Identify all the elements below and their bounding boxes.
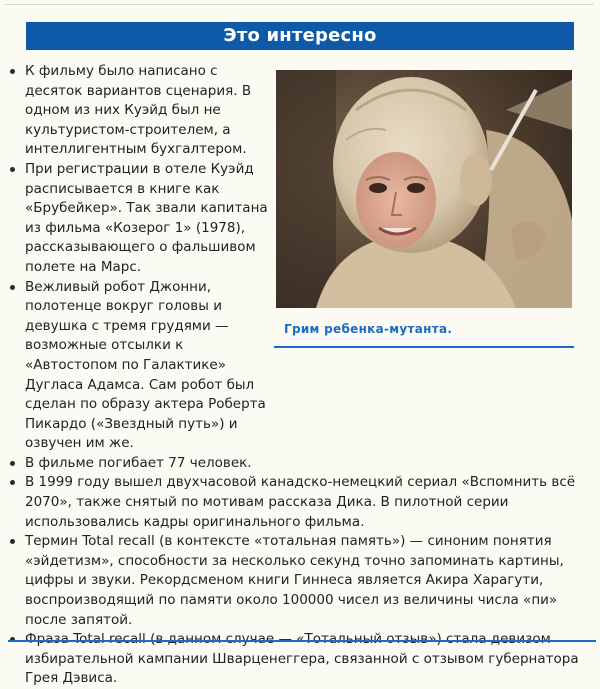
fact-text: Термин Total recall (в контексте «тотальная память») — синоним понятия «эйдетизм», способности за несколько секунд точно запоминать картины, цифры и звуки. Рекордсменом книги Гиннеса является Акира Харагути, воспроизводящий по памяти около 100000 чисел из величины числа «пи» после запятой.: [25, 533, 564, 628]
list-item: [8, 62, 580, 160]
fact-text: В фильме погибает 77 человек.: [25, 454, 252, 471]
list-item: [8, 473, 580, 532]
fact-text: Вежливый робот Джонни, полотенце вокруг головы и девушка с тремя грудями — возможные отсылки к «Автостопом по Галактике» Дугласа Адамса. Сам робот был сделан по образу актера Роберта Пикардо («Звездный путь») и озвучен им же.: [25, 278, 266, 452]
fact-text: избирательной кампании Шварценеггера, связанной с отзывом губернатора Грея Дэвиса.: [25, 650, 579, 687]
bottom-divider: [8, 640, 596, 642]
figure-caption: Грим ребенка-мутанта.: [284, 322, 453, 336]
facts-list: [8, 62, 580, 689]
list-item: [8, 532, 580, 630]
section-title: Это интересно: [26, 22, 574, 50]
fact-text: В 1999 году вышел двухчасовой канадско-немецкий сериал «Вспомнить всё 2070», также снятый по мотивам рассказа Дика. В пилотной серии использовались кадры оригинального фильма.: [25, 474, 576, 530]
fact-text: К фильму было написано с десяток вариантов сценария. В одном из них Куэйд был не культуристом-строителем, а интеллигентным бухгалтером.: [25, 63, 252, 158]
list-item: [8, 454, 580, 474]
fact-text: При регистрации в отеле Куэйд расписывается в книге как «Брубейкер». Так звали капитана из фильма «Козерог 1» (1978), рассказывающего о фальшивом полете на Марс.: [25, 160, 268, 275]
list-item: [8, 160, 580, 278]
list-item: [8, 278, 580, 454]
